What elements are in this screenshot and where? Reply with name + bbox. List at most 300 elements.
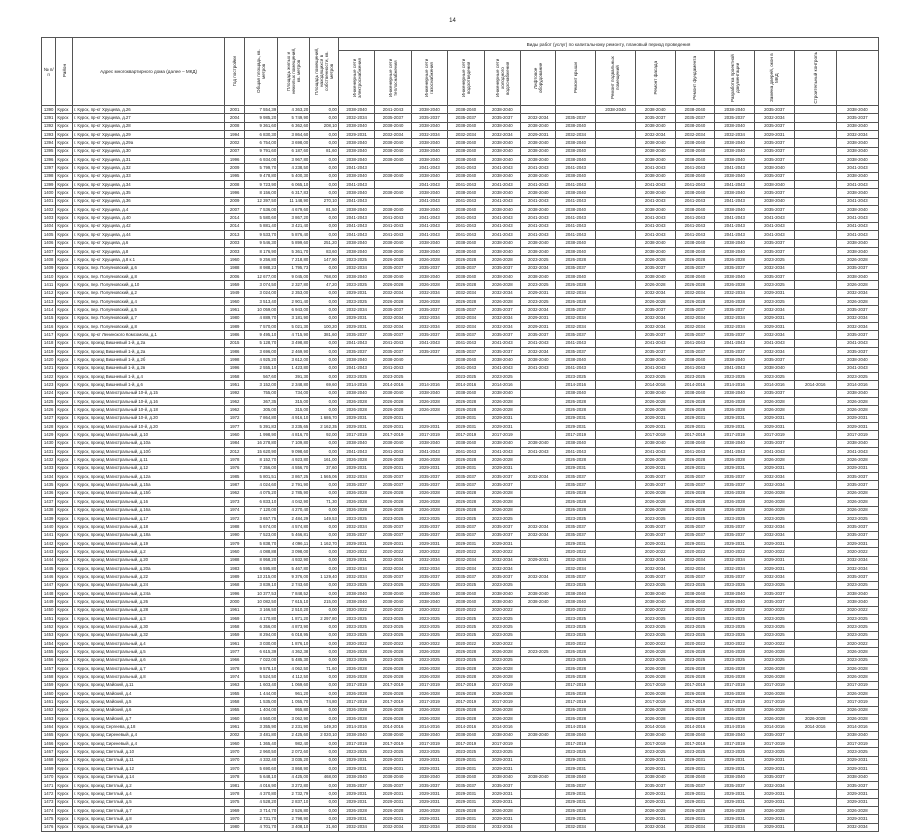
table-cell: 83,60 [310,247,339,255]
table-cell: 1473 [42,798,56,806]
table-cell: Курск [56,322,73,330]
table-cell: 2032-2034 [484,314,520,322]
table-cell: 2032-2034 [411,131,447,139]
table-cell: 2026-2028 [635,506,675,514]
table-cell: 3 498,80 [278,339,310,347]
table-cell: 2017-2019 [836,698,878,706]
table-cell: 4 916,10 [278,414,310,422]
table-cell: 2035-2037 [556,523,596,531]
table-cell: 2014-2016 [836,381,878,389]
table-cell: 2026-2028 [338,706,374,714]
table-cell: 2017-2019 [635,740,675,748]
table-cell: 0,00 [310,740,339,748]
table-cell: 2038-2040 [338,247,374,255]
table-cell: 2029-2031 [484,765,520,773]
table-cell: 4 923,80 [278,456,310,464]
table-cell: 0,00 [310,406,339,414]
table-cell: 2032-2034 [338,306,374,314]
table-cell: 2035-2037 [836,331,878,339]
table-cell: 768,00 [310,272,339,280]
table-cell [596,564,636,572]
table-cell: 2035-2037 [375,264,411,272]
table-cell: 2023-2025 [411,748,447,756]
table-cell: 2017-2019 [556,431,596,439]
table-cell: г. Курск, проезд Магистральный 10-й, д.18 [72,406,224,414]
table-cell: 2032-2034 [836,289,878,297]
table-cell: 2038-2040 [411,139,447,147]
table-cell: 2026-2028 [675,398,715,406]
table-cell: 2038-2040 [836,206,878,214]
table-cell: 2023-2025 [836,373,878,381]
table-cell: 2035-2037 [411,523,447,531]
table-cell: 1984 [225,439,245,447]
table-cell: 2023-2025 [338,748,374,756]
table-cell: 2029-2031 [836,464,878,472]
table-cell: 1452 [42,623,56,631]
table-cell: 2026-2028 [715,806,755,814]
table-cell: 1394 [42,139,56,147]
table-cell: Курск [56,723,73,731]
table-cell: 2032-2034 [411,823,447,831]
table-cell [794,665,836,673]
table-cell: 2032-2034 [675,556,715,564]
table-cell: г. Курск, проезд Светлый, д.7 [72,806,224,814]
table-cell: 2035-2037 [836,531,878,539]
table-cell: 2035-2037 [484,531,520,539]
table-cell: 2041-2043 [675,448,715,456]
table-cell: 2 072,60 [278,748,310,756]
table-cell: 2029-2031 [635,790,675,798]
table-cell [596,556,636,564]
table-cell: 2026-2028 [556,489,596,497]
table-cell [596,740,636,748]
table-cell: 47,20 [310,281,339,289]
table-cell: 2020-2022 [836,640,878,648]
table-row [42,698,879,706]
table-cell: 2041-2043 [635,197,675,205]
table-cell: 2029-2031 [715,414,755,422]
table-cell: 2035-2037 [715,347,755,355]
table-cell: 0,00 [310,631,339,639]
table-cell: 1 444,00 [245,690,278,698]
header-col-basement: Ремонт подвальных помещений [596,51,636,106]
table-cell: 2026-2028 [375,256,411,264]
table-cell: 2026-2028 [411,673,447,681]
table-cell: 2023-2025 [556,623,596,631]
table-cell: 2035-2037 [755,356,795,364]
table-cell: Курск [56,156,73,164]
table-cell: 2020-2022 [375,640,411,648]
table-cell: 2041-2043 [556,231,596,239]
table-cell [596,631,636,639]
table-cell: 2035-2037 [375,473,411,481]
table-cell: Курск [56,423,73,431]
table-cell: 21,60 [310,823,339,831]
table-cell [794,598,836,606]
table-cell: 2023-2025 [448,514,484,522]
table-cell: 2038-2040 [521,122,556,130]
table-cell: 3 967,80 [278,156,310,164]
table-cell: 2017-2019 [836,431,878,439]
table-cell [411,364,447,372]
table-cell [794,272,836,280]
table-cell: 2038-2040 [521,189,556,197]
table-cell: 215,00 [310,598,339,606]
table-cell: 2032-2034 [755,264,795,272]
table-cell: 2032-2034 [635,289,675,297]
table-cell: 2038-2040 [755,181,795,189]
table-cell: 2014-2016 [794,381,836,389]
table-cell: г. Курск, проезд Сиреневый, д.4 [72,740,224,748]
table-cell: 2035-2037 [715,114,755,122]
table-cell [794,823,836,831]
table-row [42,790,879,798]
table-cell: 2041-2043 [715,364,755,372]
table-cell: 2029-2031 [755,564,795,572]
table-cell: 2038-2040 [411,189,447,197]
table-cell: 2032-2034 [484,289,520,297]
table-cell: 2023-2025 [755,631,795,639]
table-cell [794,322,836,330]
table-cell: 2026-2028 [675,690,715,698]
table-cell: 2023-2025 [448,623,484,631]
table-cell: 2038-2040 [635,139,675,147]
table-cell [596,431,636,439]
table-cell: 2029-2031 [675,539,715,547]
table-cell: 2026-2028 [836,406,878,414]
table-cell: г. Курск, проезд Майский, д.4 [72,690,224,698]
table-cell: 2014-2016 [411,381,447,389]
table-cell: 9 985,20 [245,114,278,122]
table-cell: 2014-2016 [484,381,520,389]
table-cell: 2038-2040 [836,589,878,597]
table-cell: 2038-2040 [375,206,411,214]
table-cell: 2038-2040 [484,147,520,155]
table-cell: 4 873,90 [278,623,310,631]
table-cell: 2026-2028 [755,456,795,464]
table-cell: 2035-2037 [556,473,596,481]
table-cell: 2038-2040 [596,106,636,114]
header-col-total-area: Общая площадь, кв. метров [245,38,278,106]
table-cell: 1427 [42,414,56,422]
table-cell [521,406,556,414]
table-cell: 1996 [225,364,245,372]
table-cell: 2026-2028 [411,806,447,814]
table-cell: 2023-2025 [836,631,878,639]
table-cell [596,172,636,180]
table-cell: 3 181,90 [278,314,310,322]
table-cell: 2026-2028 [411,297,447,305]
table-cell: Курск [56,523,73,531]
table-cell: 2038-2040 [715,206,755,214]
table-cell: 1988 [225,556,245,564]
table-row [42,264,879,272]
table-cell: 1977 [225,423,245,431]
table-cell [794,247,836,255]
table-cell: 2032-2034 [836,556,878,564]
table-cell: 2038-2040 [411,247,447,255]
table-cell [521,623,556,631]
table-cell: 2020-2022 [715,548,755,556]
table-cell: 2020-2022 [338,640,374,648]
table-cell: 2038-2040 [836,172,878,180]
table-cell: Курск [56,297,73,305]
header-col-design: Разработка проектной документации [715,51,755,106]
table-cell: 2032-2034 [635,322,675,330]
table-cell: 2026-2028 [484,498,520,506]
table-cell: 2023-2025 [484,581,520,589]
table-cell: 2032-2034 [675,289,715,297]
table-cell: Курск [56,431,73,439]
table-cell: 2026-2028 [635,398,675,406]
table-cell: 2038-2040 [675,773,715,781]
table-cell: 2 732,79 [278,790,310,798]
table-cell [596,514,636,522]
table-cell: 4 270,40 [278,506,310,514]
table-cell: 2035-2037 [836,523,878,531]
table-cell: 2017-2019 [338,698,374,706]
table-row [42,331,879,339]
table-cell: 37,60 [310,464,339,472]
table-cell: 1411 [42,281,56,289]
table-cell [596,247,636,255]
table-cell: Курск [56,289,73,297]
table-cell: 4 528,20 [245,798,278,806]
table-cell [794,339,836,347]
table-cell: 0,00 [310,489,339,497]
table-cell: 2014-2016 [715,723,755,731]
table-cell: 2029-2031 [338,322,374,330]
table-cell: г. Курск, пр-кт Хрущева, д.27 [72,114,224,122]
table-cell: 2038-2040 [375,272,411,280]
table-cell: 2035-2037 [715,473,755,481]
table-row [42,606,879,614]
table-cell: 13 215,00 [245,573,278,581]
table-cell: 2026-2028 [448,398,484,406]
table-cell [794,614,836,622]
table-cell [794,531,836,539]
table-cell: 2023-2025 [484,514,520,522]
table-cell [596,706,636,714]
table-cell: 2023-2025 [338,631,374,639]
table-row [42,564,879,572]
table-cell: 2029-2031 [836,539,878,547]
table-cell: 1 871,20 [278,614,310,622]
table-cell: 1955 [225,706,245,714]
table-cell: 2035-2037 [484,331,520,339]
table-cell: 2038-2040 [556,731,596,739]
table-cell: 2041-2043 [715,164,755,172]
table-cell [521,564,556,572]
table-cell: 2026-2028 [556,665,596,673]
table-cell: 2029-2031 [556,790,596,798]
table-cell: 2017-2019 [448,681,484,689]
table-cell: 2029-2031 [715,798,755,806]
table-cell: 8 958,20 [245,556,278,564]
table-cell [794,356,836,364]
table-cell: 2032-2034 [448,314,484,322]
table-cell: 2038-2040 [675,172,715,180]
table-cell: 1990 [225,531,245,539]
table-cell: 1469 [42,765,56,773]
table-cell: 2026-2028 [715,665,755,673]
table-row [42,548,879,556]
table-cell: 2026-2028 [556,297,596,305]
table-cell: 2032-2034 [556,322,596,330]
table-cell: 2035-2037 [484,264,520,272]
table-cell: 2 510,20 [278,606,310,614]
table-cell: 1972 [225,514,245,522]
table-cell: 2038-2040 [338,272,374,280]
table-cell: 2026-2028 [484,506,520,514]
table-cell: 2038-2040 [521,589,556,597]
table-cell [556,106,596,114]
table-row [42,239,879,247]
table-cell: 2041-2043 [836,181,878,189]
table-row [42,314,879,322]
table-cell: 3 867,25 [278,473,310,481]
table-cell [521,756,556,764]
table-cell: 2038-2040 [836,239,878,247]
table-cell: 1955 [225,690,245,698]
table-cell: 2041-2043 [836,231,878,239]
table-cell: 2041-2043 [521,339,556,347]
table-cell: 2035-2037 [448,473,484,481]
table-cell: 2026-2028 [715,281,755,289]
table-cell: 1467 [42,748,56,756]
table-cell: 2017-2019 [484,681,520,689]
header-col-owned-area: Площадь помещений, находящихся в собственности, кв. метров [310,38,339,106]
table-cell: г. Курск, проезд Магистральный, д.24 [72,581,224,589]
table-cell: г. Курск, пр-кт Хрущева, д.44 [72,231,224,239]
table-cell: 2020-2022 [411,548,447,556]
table-cell: 2038-2040 [635,598,675,606]
table-cell: 2017-2019 [338,740,374,748]
table-cell: 2023-2025 [375,656,411,664]
table-cell: 2026-2028 [715,506,755,514]
table-cell: 1445 [42,564,56,572]
table-row [42,773,879,781]
table-cell: 2035-2037 [755,247,795,255]
table-cell: 2038-2040 [675,206,715,214]
table-cell: 2035-2037 [448,347,484,355]
table-cell: 2023-2025 [836,748,878,756]
table-cell [794,197,836,205]
table-cell: 1449 [42,598,56,606]
table-cell: 2029-2031 [675,798,715,806]
table-cell: 2041-2043 [836,364,878,372]
table-cell: г. Курск, проезд Вишневый 1-й, д.2б [72,356,224,364]
table-cell: 2023-2025 [448,581,484,589]
table-cell [794,139,836,147]
table-cell: 1465 [42,731,56,739]
table-cell: 2035-2037 [448,306,484,314]
table-cell: 2020-2022 [411,606,447,614]
table-cell: 2 162,35 [310,423,339,431]
table-cell: 9 376,00 [278,573,310,581]
table-cell: 2026-2028 [715,406,755,414]
table-cell: 2035-2037 [375,481,411,489]
table-cell: 2038-2040 [338,122,374,130]
table-cell: 2035-2037 [635,331,675,339]
table-cell: 2029-2031 [755,322,795,330]
table-cell: 2038-2040 [675,147,715,155]
table-cell: г. Курск, проезд Магистральный, д.18а [72,531,224,539]
table-cell: Курск [56,206,73,214]
table-row [42,414,879,422]
table-cell: 2038-2040 [556,239,596,247]
table-cell: г. Курск, пер. Полуяновский, д.10 [72,281,224,289]
table-cell: 2035-2037 [411,481,447,489]
table-cell: 2041-2043 [411,339,447,347]
table-cell: 1 686,70 [310,414,339,422]
table-cell: 2038-2040 [484,247,520,255]
table-cell: 7 554,39 [245,106,278,114]
table-row [42,406,879,414]
table-cell: 2041-2043 [675,231,715,239]
table-cell: 4 170,80 [245,614,278,622]
table-cell: 2038-2040 [635,206,675,214]
table-cell: 2017-2019 [836,740,878,748]
table-cell: 2041-2043 [411,231,447,239]
table-cell: 7 218,80 [278,256,310,264]
table-cell: 2038-2040 [484,172,520,180]
table-cell: 567,60 [245,373,278,381]
table-cell: 2026-2028 [635,648,675,656]
table-cell: 2035-2037 [836,781,878,789]
table-cell: 2026-2028 [836,506,878,514]
table-cell [596,723,636,731]
table-cell: Курск [56,556,73,564]
table-cell: 2032-2034 [521,523,556,531]
table-cell: 2026-2028 [836,489,878,497]
table-cell: 2017-2019 [715,740,755,748]
table-cell: 1403 [42,214,56,222]
table-cell [596,690,636,698]
table-cell: 3 612,00 [278,356,310,364]
table-cell: 2035-2037 [635,473,675,481]
table-cell [794,806,836,814]
table-cell: 2038-2040 [411,206,447,214]
table-cell: 2032-2034 [635,314,675,322]
table-cell: 2026-2028 [411,715,447,723]
table-cell: 1970 [225,748,245,756]
table-cell: 9 098,60 [278,448,310,456]
table-cell: 4 096,11 [278,539,310,547]
table-cell: 2035-2037 [411,306,447,314]
table-cell: 2029-2031 [556,414,596,422]
header-works-group: Виды работ (услуг) по капитальному ремонту, плановый период проведения [338,38,878,51]
table-cell: 2035-2037 [836,264,878,272]
table-cell: 1468 [42,756,56,764]
table-cell: 1418 [42,339,56,347]
table-cell: 2038-2040 [411,773,447,781]
table-cell: 2020-2022 [635,640,675,648]
table-cell: 1419 [42,347,56,355]
table-cell: 9 723,90 [245,181,278,189]
table-row [42,656,879,664]
table-cell [596,498,636,506]
table-cell [596,206,636,214]
table-cell: 2041-2043 [715,231,755,239]
table-cell: 5 524,50 [245,673,278,681]
table-cell: 2029-2031 [715,756,755,764]
table-cell: Курск [56,598,73,606]
table-row [42,431,879,439]
table-cell: 2020-2022 [836,606,878,614]
table-cell: 2026-2028 [675,489,715,497]
table-cell: 755,00 [245,389,278,397]
